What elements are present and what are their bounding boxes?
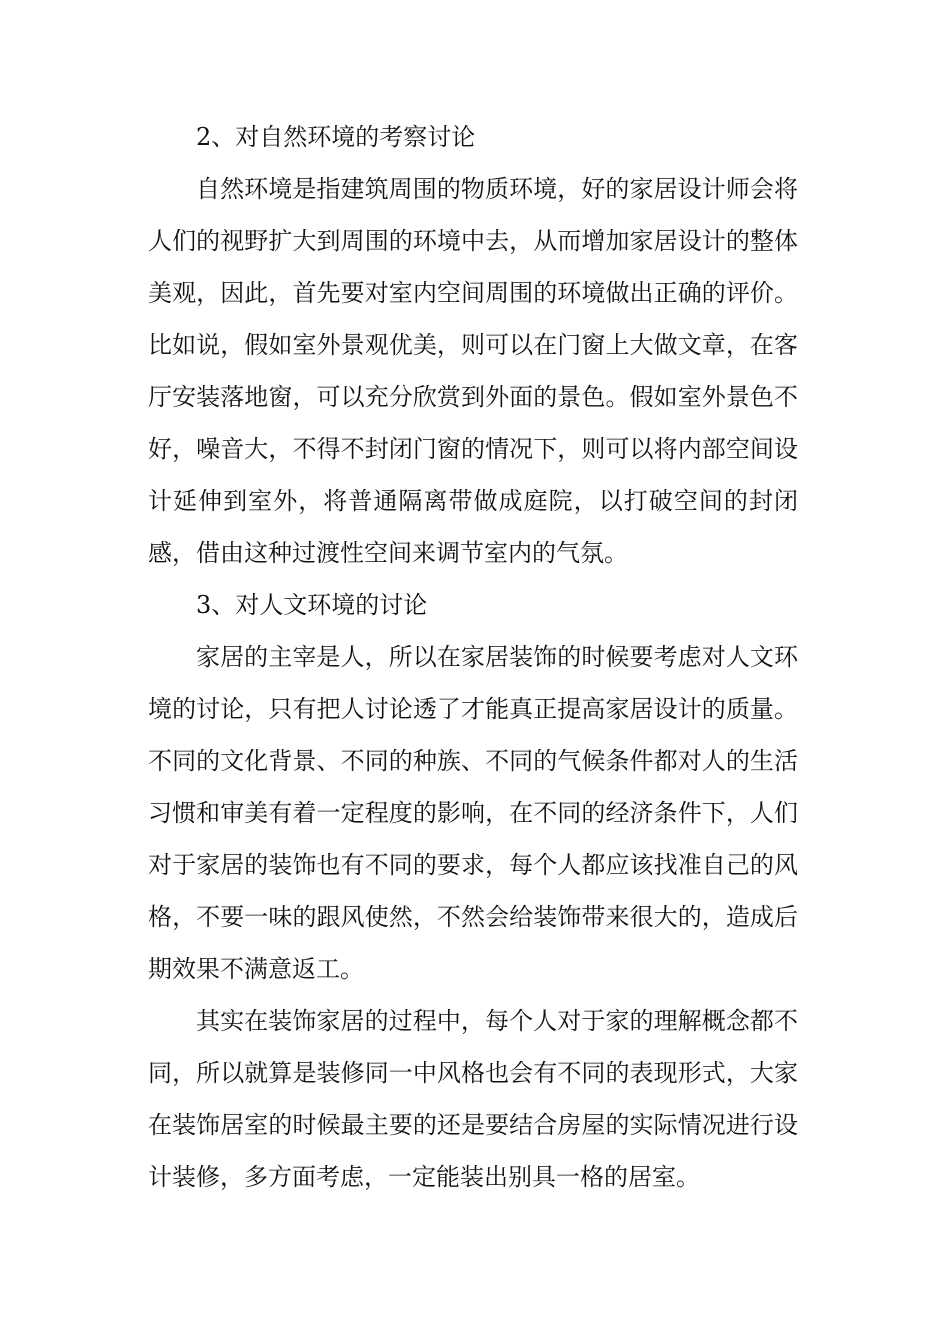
section-heading-natural-environment: 2、对自然环境的考察讨论 (196, 123, 476, 151)
paragraph-conclusion: 其实在装饰家居的过程中，每个人对于家的理解概念都不同，所以就算是装修同一中风格也会有不同的表现形式，大家在装饰居室的时候最主要的还是要结合房屋的实际情况进行设计装修，多方面考虑，一定能装出别具一格的居室。 (148, 1007, 798, 1191)
section-heading-humanistic-environment: 3、对人文环境的讨论 (196, 591, 428, 619)
document-body (148, 111, 798, 1203)
paragraph-natural-environment: 自然环境是指建筑周围的物质环境，好的家居设计师会将人们的视野扩大到周围的环境中去，从而增加家居设计的整体美观，因此，首先要对室内空间周围的环境做出正确的评价。比如说，假如室外景观优美，则可以在门窗上大做文章，在客厅安装落地窗，可以充分欣赏到外面的景色。假如室外景色不好，噪音大，不得不封闭门窗的情况下，则可以将内部空间设计延伸到室外，将普通隔离带做成庭院，以打破空间的封闭感，借由这种过渡性空间来调节室内的气氛。 (148, 175, 798, 567)
paragraph-humanistic-environment: 家居的主宰是人，所以在家居装饰的时候要考虑对人文环境的讨论，只有把人讨论透了才能真正提高家居设计的质量。不同的文化背景、不同的种族、不同的气候条件都对人的生活习惯和审美有着一定程度的影响，在不同的经济条件下，人们对于家居的装饰也有不同的要求，每个人都应该找准自己的风格，不要一味的跟风使然，不然会给装饰带来很大的，造成后期效果不满意返工。 (148, 643, 798, 983)
